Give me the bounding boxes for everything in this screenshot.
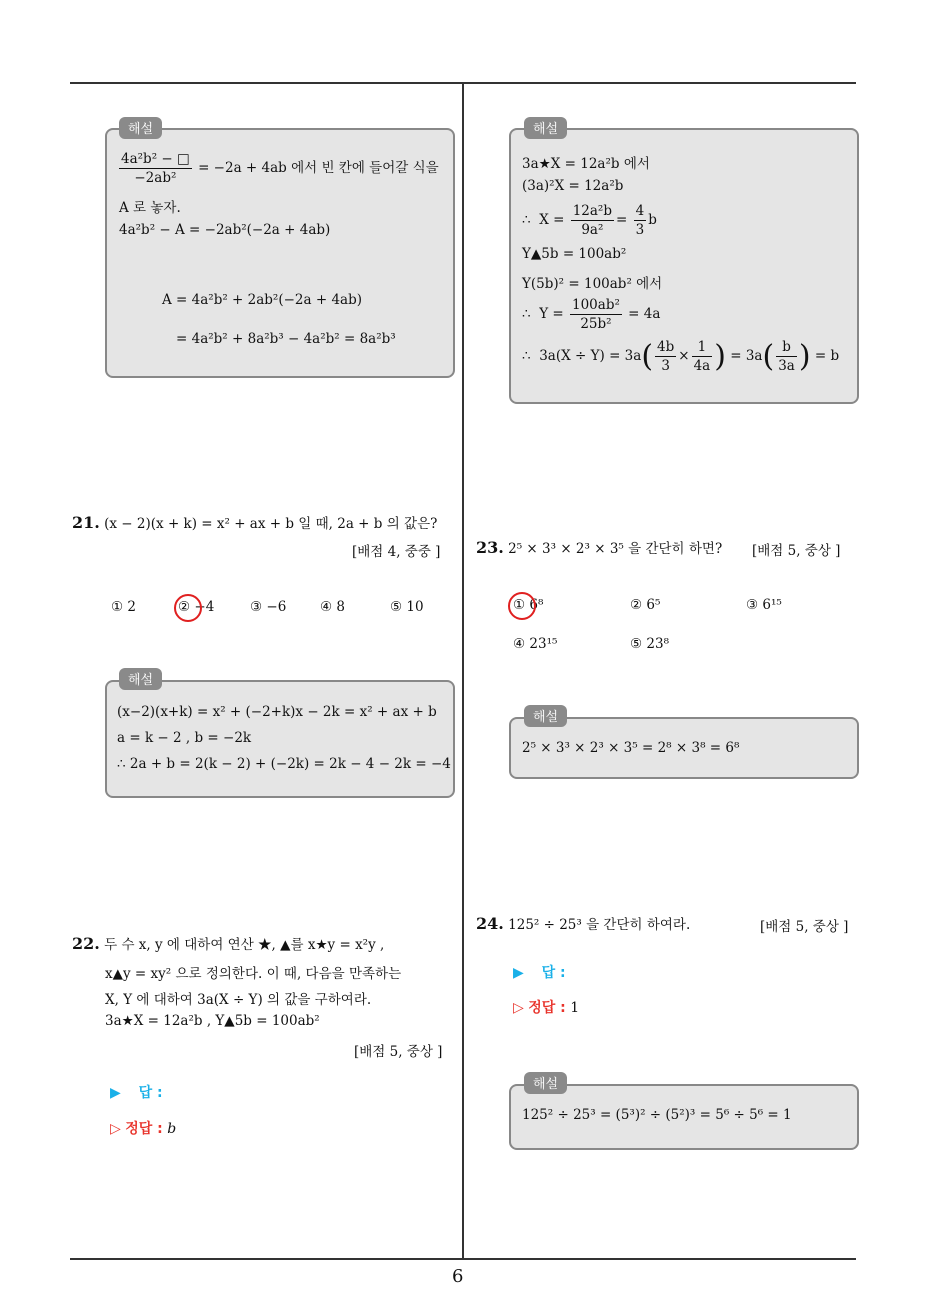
- q22-line2: x▲y = xy² 으로 정의한다. 이 때, 다음을 만족하는: [105, 966, 402, 982]
- q23-answer-mark: [508, 592, 536, 620]
- q22-exp-line5: Y(5b)² = 100ab² 에서: [522, 276, 663, 292]
- q21-exp-line1: (x−2)(x+k) = x² + (−2+k)x − 2k = x² + ax + b: [117, 704, 437, 720]
- q24-correct-answer-line: [513, 997, 579, 1017]
- q23-choice-3[interactable]: ③ 6¹⁵: [746, 597, 782, 613]
- q24-exp-line1: 125² ÷ 25³ = (5³)² ÷ (5²)³ = 5⁶ ÷ 5⁶ = 1: [522, 1107, 792, 1123]
- q21-choice-3[interactable]: ③ −6: [250, 599, 287, 615]
- q22-exp-line6: ∴ Y = $\frac{\text{100ab²}}{\text{25b²}}$ = 4a: [522, 297, 661, 332]
- q23-choice-4[interactable]: ④ 23¹⁵: [513, 636, 558, 652]
- q22-line3: X, Y 에 대하여 3a(X ÷ Y) 의 값을 구하여라.: [105, 992, 372, 1008]
- page-number: 6: [452, 1266, 464, 1287]
- q22-line4: 3a★X = 12a²b , Y▲5b = 100ab²: [105, 1013, 320, 1029]
- q21-score: [배점 4, 중중 ]: [352, 544, 441, 560]
- q21-explanation-tag: 해설: [119, 668, 162, 690]
- q21-question: [72, 512, 437, 532]
- q20-explanation-tag: 해설: [119, 117, 162, 139]
- q23-choice-2[interactable]: ② 6⁵: [630, 597, 661, 613]
- bottom-rule: [70, 1258, 856, 1260]
- q24-question: [476, 913, 690, 933]
- q24-answer-value: 1: [570, 1000, 580, 1016]
- q22-correct-answer-line: [110, 1118, 176, 1138]
- q23-question: [476, 537, 722, 557]
- play-icon: ▶: [110, 1085, 121, 1101]
- play-icon: ▶: [513, 965, 524, 981]
- q21-answer-mark: [174, 594, 202, 622]
- q23-choice-5[interactable]: ⑤ 23⁸: [630, 636, 669, 652]
- q22-exp-line1: 3a★X = 12a²b 에서: [522, 156, 650, 172]
- q21-choice-2[interactable]: ② −4: [178, 599, 215, 615]
- q22-answer-value: b: [167, 1121, 177, 1137]
- q20-exp-line4: A = 4a²b² + 2ab²(−2a + 4ab): [162, 292, 362, 308]
- q21-choice-4[interactable]: ④ 8: [320, 599, 345, 615]
- q22-dap-label: 답 :: [138, 1085, 163, 1101]
- q21-text: (x − 2)(x + k) = x² + ax + b 일 때, 2a + b 의 값은?: [104, 516, 438, 532]
- q20-exp-line5: = 4a²b² + 8a²b³ − 4a²b² = 8a²b³: [176, 331, 396, 347]
- q21-choice-5[interactable]: ⑤ 10: [390, 599, 424, 615]
- q21-exp-line2: a = k − 2 , b = −2k: [117, 730, 252, 746]
- q23-text: 2⁵ × 3³ × 2³ × 3⁵ 을 간단히 하면?: [508, 541, 723, 557]
- outline-play-icon: ▷: [513, 1000, 524, 1016]
- q20-exp-line1: $\frac{\text{4a²b² − □}}{\text{−2ab²}}$ = −2a + 4ab 에서 빈 칸에 들어갈 식을: [121, 151, 439, 186]
- q20-exp-line3: 4a²b² − A = −2ab²(−2a + 4ab): [119, 222, 331, 238]
- q23-number: 23.: [476, 538, 504, 557]
- q24-number: 24.: [476, 914, 504, 933]
- q24-jeongdap-label: 정답 :: [528, 1000, 566, 1016]
- q22-exp-line7: ∴ 3a(X ÷ Y) = 3a( $\frac{4b}{3}$ × $\frac{1}{4a}$ ) = 3a( $\frac{b}{3a}$ ) = b: [522, 339, 840, 374]
- q22-number: 22.: [72, 934, 100, 953]
- q24-dap-label: 답 :: [541, 965, 566, 981]
- q23-score: [배점 5, 중상 ]: [752, 543, 841, 559]
- outline-play-icon: ▷: [110, 1121, 121, 1137]
- q21-number: 21.: [72, 513, 100, 532]
- q20-exp-line2: A 로 놓자.: [119, 200, 181, 216]
- q22-exp-line4: Y▲5b = 100ab²: [522, 246, 627, 262]
- q22-answer-line: [110, 1082, 163, 1102]
- q23-explanation-tag: 해설: [524, 705, 567, 727]
- q24-answer-line: [513, 962, 566, 982]
- q22-score: [배점 5, 중상 ]: [354, 1044, 443, 1060]
- q24-explanation-tag: 해설: [524, 1072, 567, 1094]
- column-divider: [462, 84, 464, 1258]
- q22-jeongdap-label: 정답 :: [125, 1121, 163, 1137]
- q20-fraction: $\frac{\text{4a²b² − □}}{\text{−2ab²}}$: [121, 151, 190, 186]
- q23-exp-line1: 2⁵ × 3³ × 2³ × 3⁵ = 2⁸ × 3⁸ = 6⁸: [522, 740, 740, 756]
- q21-choice-1[interactable]: ① 2: [111, 599, 136, 615]
- q22-explanation-tag: 해설: [524, 117, 567, 139]
- q22-exp-line2: (3a)²X = 12a²b: [522, 178, 624, 194]
- q24-text: 125² ÷ 25³ 을 간단히 하여라.: [508, 917, 691, 933]
- q21-exp-line3: ∴ 2a + b = 2(k − 2) + (−2k) = 2k − 4 − 2k = −4: [117, 756, 451, 772]
- q24-score: [배점 5, 중상 ]: [760, 919, 849, 935]
- q23-choice-1[interactable]: ① 6⁸: [513, 597, 544, 613]
- q22-line1: 22. 두 수 x, y 에 대하여 연산 ★, ▲를 x★y = x²y ,: [72, 934, 385, 953]
- q22-exp-line3: ∴ X = $\frac{\text{12a²b}}{\text{9a²}}$ = $\frac{4}{3}$ b: [522, 203, 657, 238]
